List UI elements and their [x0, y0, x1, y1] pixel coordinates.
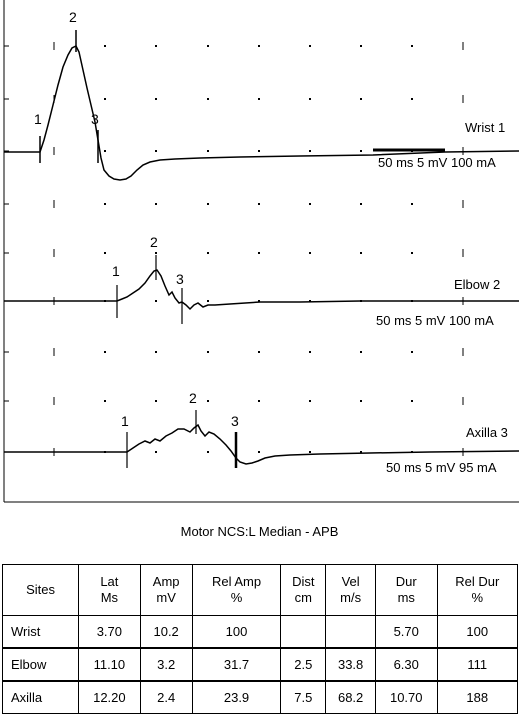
grid-dot	[207, 451, 209, 453]
cell-amp: 2.4	[140, 681, 192, 714]
grid-dot	[207, 252, 209, 254]
grid-dot	[207, 45, 209, 47]
cell-dur: 5.70	[375, 616, 437, 649]
grid-dot	[155, 252, 157, 254]
grid-dot	[155, 451, 157, 453]
trace-wrist-name: Wrist 1	[465, 120, 506, 135]
grid-dot	[207, 203, 209, 205]
grid-dot	[207, 400, 209, 402]
grid-dot	[155, 150, 157, 152]
grid-dot	[309, 45, 311, 47]
grid-dot	[309, 252, 311, 254]
grid-dot	[411, 203, 413, 205]
grid-dot	[104, 203, 106, 205]
header-amp-label: Amp	[152, 574, 180, 589]
trace-elbow-marker-1: 1	[112, 263, 120, 279]
grid-dot	[155, 98, 157, 100]
grid-dot	[104, 150, 106, 152]
header-dist-unit: cm	[294, 590, 312, 605]
header-dur-unit: ms	[397, 590, 415, 605]
grid-dot	[309, 98, 311, 100]
grid-dot	[207, 150, 209, 152]
cell-rel-amp: 100	[192, 616, 281, 649]
table-row-axilla	[3, 681, 518, 714]
trace-elbow-marker-3: 3	[176, 271, 184, 287]
cell-dur: 6.30	[375, 648, 437, 681]
trace-axilla-marker-1: 1	[121, 413, 129, 429]
table-title: Motor NCS:L Median - APB	[180, 524, 339, 539]
grid-dot	[258, 45, 260, 47]
cell-rel-dur: 188	[437, 681, 517, 714]
grid-dot	[104, 45, 106, 47]
cell-rel-dur: 111	[437, 648, 517, 681]
grid-dot	[360, 45, 362, 47]
grid-dot	[258, 351, 260, 353]
cell-dist: 7.5	[281, 681, 326, 714]
trace-axilla-marker-2: 2	[189, 390, 197, 406]
results-table	[2, 564, 518, 714]
header-dist-label: Dist	[292, 574, 315, 589]
cell-lat: 3.70	[79, 616, 141, 649]
cell-vel: 68.2	[326, 681, 376, 714]
trace-wrist-marker-2: 2	[69, 9, 77, 25]
grid-dot	[155, 351, 157, 353]
grid-dot	[207, 300, 209, 302]
trace-elbow	[4, 234, 519, 328]
header-rel-dur	[437, 565, 517, 616]
trace-axilla-marker-3: 3	[231, 413, 239, 429]
trace-wrist-marker-1: 1	[34, 111, 42, 127]
header-rel-amp	[192, 565, 281, 616]
grid-dot	[258, 98, 260, 100]
trace-axilla-line	[4, 425, 519, 464]
cell-dur: 10.70	[375, 681, 437, 714]
cell-dist: 2.5	[281, 648, 326, 681]
grid-dot	[258, 400, 260, 402]
trace-axilla-settings: 50 ms 5 mV 95 mA	[386, 460, 497, 475]
header-amp-unit: mV	[156, 590, 176, 605]
grid-dot	[155, 400, 157, 402]
trace-wrist	[4, 9, 519, 180]
grid-dot	[309, 400, 311, 402]
grid-dot	[360, 400, 362, 402]
grid-dot	[309, 351, 311, 353]
grid-dot	[258, 451, 260, 453]
grid-dot	[411, 252, 413, 254]
header-lat-unit: Ms	[100, 590, 119, 605]
header-vel	[326, 565, 376, 616]
grid-dot	[155, 300, 157, 302]
grid-dot	[104, 351, 106, 353]
header-sites-label: Sites	[26, 582, 55, 597]
header-lat	[79, 565, 141, 616]
cell-dist	[281, 616, 326, 649]
grid-dot	[258, 150, 260, 152]
grid-dot	[360, 150, 362, 152]
cell-rel-amp: 23.9	[192, 681, 281, 714]
trace-axilla-name: Axilla 3	[466, 425, 508, 440]
cell-site: Wrist	[3, 616, 79, 649]
trace-elbow-name: Elbow 2	[454, 277, 501, 292]
header-rel-dur-unit: %	[471, 590, 484, 605]
grid-dot	[309, 203, 311, 205]
header-lat-label: Lat	[100, 574, 119, 589]
header-vel-label: Vel	[341, 574, 360, 589]
grid-dot	[360, 252, 362, 254]
cell-rel-amp: 31.7	[192, 648, 281, 681]
table-header-row	[3, 565, 518, 616]
grid	[4, 42, 463, 456]
header-rel-amp-label: Rel Amp	[211, 574, 262, 589]
table-row-wrist	[3, 616, 518, 649]
header-rel-dur-label: Rel Dur	[455, 574, 500, 589]
cell-lat: 11.10	[79, 648, 141, 681]
cell-amp: 10.2	[140, 616, 192, 649]
header-dur	[375, 565, 437, 616]
grid-dot	[360, 351, 362, 353]
grid-dot	[411, 351, 413, 353]
cell-site: Elbow	[3, 648, 79, 681]
trace-axilla	[4, 390, 519, 475]
grid-dot	[155, 45, 157, 47]
grid-dot	[411, 400, 413, 402]
trace-wrist-marker-3: 3	[91, 111, 99, 127]
grid-dot	[258, 203, 260, 205]
grid-dot	[411, 45, 413, 47]
trace-elbow-settings: 50 ms 5 mV 100 mA	[376, 313, 494, 328]
cell-vel	[326, 616, 376, 649]
trace-elbow-marker-2: 2	[150, 234, 158, 250]
grid-dot	[155, 203, 157, 205]
grid-dot	[360, 98, 362, 100]
header-rel-amp-unit: %	[230, 590, 243, 605]
header-dur-label: Dur	[395, 574, 417, 589]
table-row-elbow	[3, 648, 518, 681]
grid-dot	[104, 98, 106, 100]
cell-lat: 12.20	[79, 681, 141, 714]
grid-dot	[104, 252, 106, 254]
header-sites	[3, 565, 79, 616]
cell-amp: 3.2	[140, 648, 192, 681]
header-amp	[140, 565, 192, 616]
cell-rel-dur: 100	[437, 616, 517, 649]
grid-dot	[309, 150, 311, 152]
header-vel-unit: m/s	[340, 590, 362, 605]
grid-dot	[207, 351, 209, 353]
cell-site: Axilla	[3, 681, 79, 714]
grid-dot	[360, 203, 362, 205]
trace-wrist-settings: 50 ms 5 mV 100 mA	[378, 155, 496, 170]
cell-vel: 33.8	[326, 648, 376, 681]
grid-dot	[207, 98, 209, 100]
grid-dot	[411, 98, 413, 100]
grid-dot	[258, 252, 260, 254]
header-dist	[281, 565, 326, 616]
grid-dot	[309, 451, 311, 453]
trace-elbow-line	[4, 270, 519, 309]
grid-dot	[104, 400, 106, 402]
